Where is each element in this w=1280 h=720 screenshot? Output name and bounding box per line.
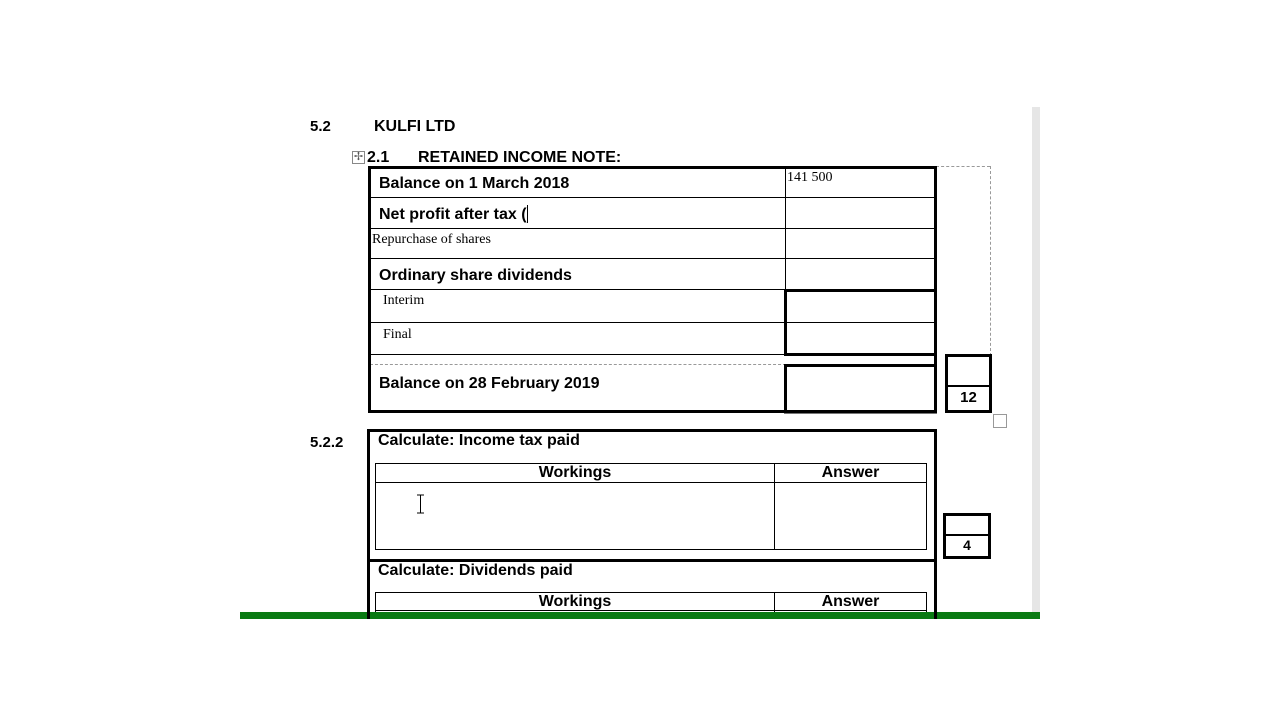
row-interim-amount[interactable] xyxy=(788,292,933,321)
row-balance-start-label: Balance on 1 March 2018 xyxy=(379,175,570,192)
row-final-label: Final xyxy=(383,327,412,342)
dividends-title: Calculate: Dividends paid xyxy=(378,562,573,579)
income-tax-answer-cell[interactable] xyxy=(775,483,926,549)
question-number-522: 5.2.2 xyxy=(310,434,344,451)
vertical-scrollbar[interactable] xyxy=(1032,107,1040,617)
income-tax-workings-header: Workings xyxy=(538,464,612,481)
row-balance-end-amount[interactable] xyxy=(788,368,933,410)
subsection-number: 2.1 xyxy=(367,149,390,166)
table-resize-handle-icon[interactable] xyxy=(993,414,1007,428)
row-final-amount[interactable] xyxy=(788,325,933,353)
section-title: KULFI LTD xyxy=(374,118,456,135)
row-balance-end-label: Balance on 28 February 2019 xyxy=(379,375,600,392)
section-number: 5.2 xyxy=(310,118,331,135)
dividends-answer-header: Answer xyxy=(821,593,880,610)
income-tax-title: Calculate: Income tax paid xyxy=(378,432,580,449)
row-net-profit-label[interactable]: Net profit after tax ( xyxy=(379,206,527,223)
subsection-title: RETAINED INCOME NOTE: xyxy=(418,149,622,166)
row-net-profit-amount[interactable] xyxy=(786,198,934,227)
row-interim-label: Interim xyxy=(383,293,425,308)
text-cursor-icon xyxy=(416,494,425,514)
text-caret xyxy=(527,205,528,223)
dividends-workings-header: Workings xyxy=(538,593,612,610)
row-balance-start-amount[interactable]: 141 500 xyxy=(787,170,833,185)
marks-value-income-tax: 4 xyxy=(963,537,971,553)
income-tax-workings-cell[interactable] xyxy=(376,483,773,549)
table-move-handle-icon[interactable]: ✢ xyxy=(353,151,364,163)
income-tax-answer-header: Answer xyxy=(821,464,880,481)
row-repurchase-amount[interactable] xyxy=(786,229,934,257)
row-repurchase-label: Repurchase of shares xyxy=(372,232,491,247)
row-dividends-label: Ordinary share dividends xyxy=(379,267,572,284)
row-dividends-amount[interactable] xyxy=(786,259,934,288)
marks-value-retained-income: 12 xyxy=(960,389,977,406)
